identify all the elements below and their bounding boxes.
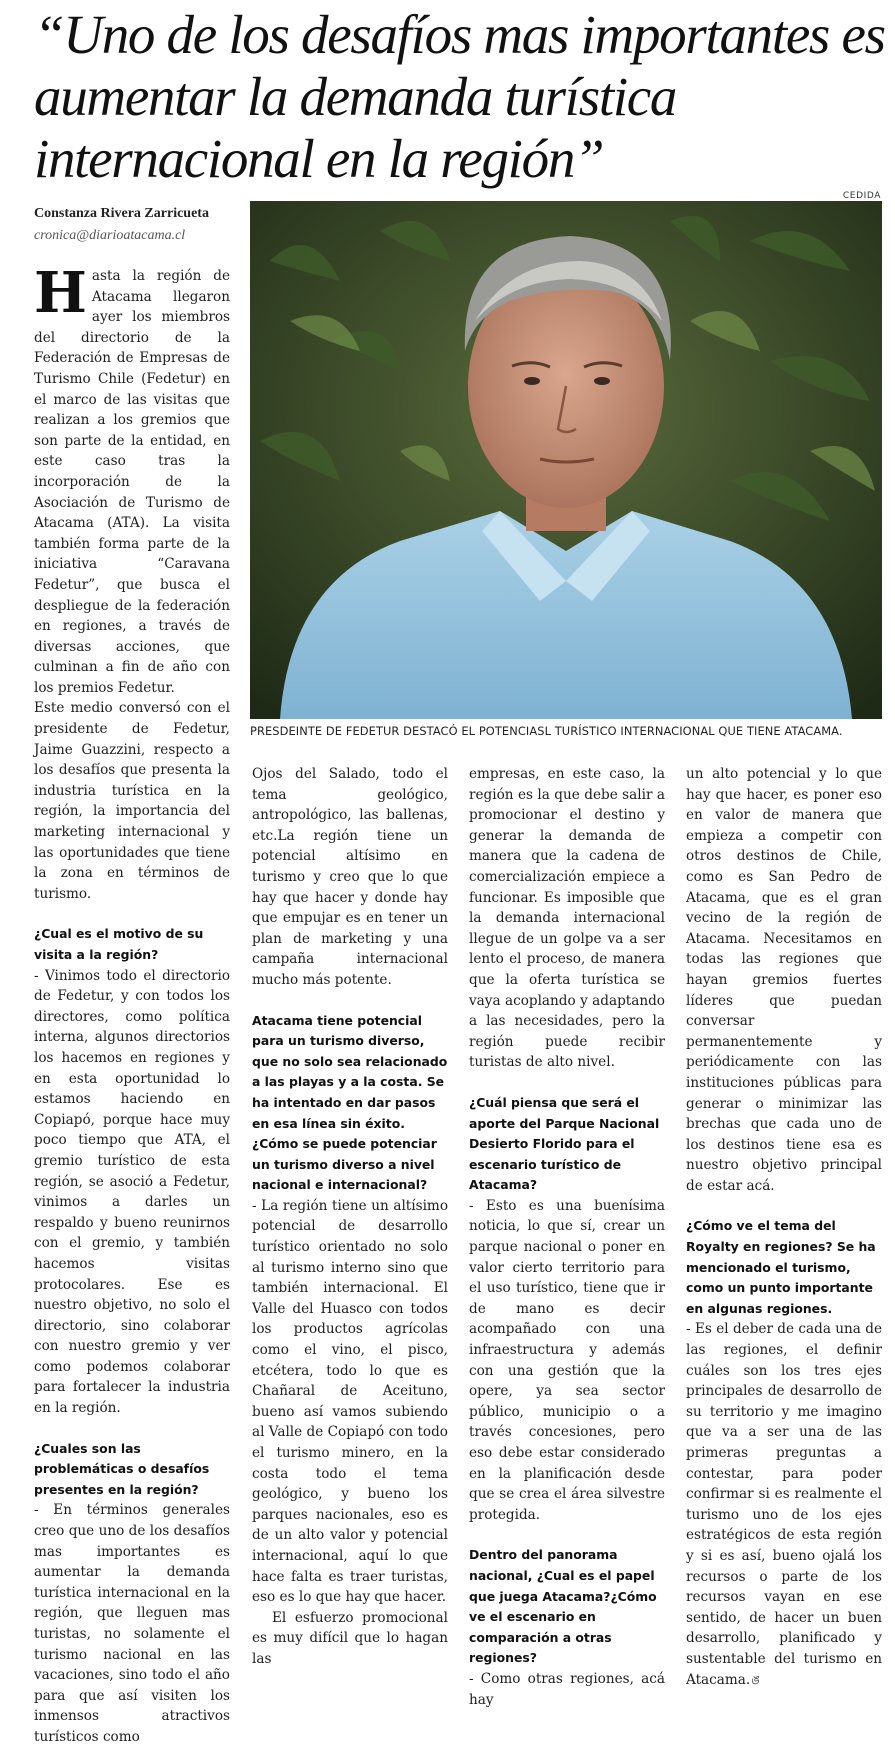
answer-paragraph: - Esto es una buenísima noticia, lo que sí, crear un parque nacional o poner en valor cierto territorio para el uso turístico, tiene que ir de mano es decir acompañado con una infraestructura y además con una gestión que la opere, ya sea sector público, municipio o a través concesiones, pero eso debe estar considerado en la planificación desde que se crea el área silvestre protegida.	[469, 1197, 665, 1523]
question-heading: ¿Cuales son las problemáticas o desafíos presentes en la región?	[34, 1440, 210, 1497]
paragraph: Este medio conversó con el presidente de Fedetur, Jaime Guazzini, respecto a los desafíos que presenta la industria turística en la región, la importancia del marketing internacional y las oportunidades que tiene la zona en términos de turismo.	[34, 700, 230, 902]
column-1	[34, 260, 230, 1748]
paragraph: empresas, en este caso, la región es la que debe salir a promocionar el destino y generar la demanda de manera que la cadena de comercialización empiece a funcionar. Es imposible que la demanda internacional llegue de un golpe va a ser lento el proceso, de manera que la oferta turística se vaya acoplando y adaptando a las necesidades, pero la región puede recibir turistas de alto nivel.	[469, 766, 665, 1071]
drop-cap: H	[34, 260, 87, 326]
photo-credit: CEDIDA	[842, 191, 881, 201]
question-heading: ¿Cómo ve el tema del Royalty en regiones? Se ha mencionado el turismo, como un punto importante en algunas regiones.	[686, 1218, 876, 1316]
portrait-photo	[250, 201, 882, 719]
portrait-illustration	[250, 201, 882, 719]
author-email[interactable]: cronica@diarioatacama.cl	[34, 228, 186, 243]
answer-text: - Es el deber de cada una de las regiones, el definir cuáles son los tres ejes principales de desarrollo de su territorio y me imagino que va a ser una de las primeras preguntas a contestar, para poder confirmar si es realmente el turismo uno de los ejes estratégicos de esta región y si es así, bueno ojalá los recursos o parte de los recursos vayan en ese sentido, de hacer un buen desarrollo, planificado y sustentable del turismo en Atacama.	[686, 1321, 882, 1688]
answer-paragraph: - La región tiene un altísimo potencial de desarrollo turístico orientado no solo al turismo interno sino que también internacional. El Valle del Huasco con todos los productos agrícolas como el vino, el pisco, etcétera, todo lo que es Chañaral de Aceituno, bueno así vamos subiendo al Valle de Copiapó con todo el turismo minero, en la costa todo el tema geológico, y bueno los parques nacionales, eso es de un alto valor y potencial internacional, aquí lo que hace falta es traer turistas, eso es lo que hay que hacer.	[252, 1197, 448, 1606]
answer-paragraph: - En términos generales creo que uno de los desafíos mas importantes es aumentar la demanda turística internacional en la región, que lleguen mas turistas, no solamente el turismo nacional en las vacaciones, sino todo el año para que así visiten los inmensos atractivos turísticos como	[34, 1502, 230, 1745]
answer-paragraph: - Como otras regiones, acá hay	[469, 1670, 665, 1708]
answer-paragraph	[686, 1319, 882, 1690]
question-heading: Atacama tiene potencial para un turismo diverso, que no solo sea relacionado a las playas y a la costa. Se ha intentado en dar pasos en esa línea sin éxito. ¿Cómo se puede potenciar un turismo diverso a nivel nacional e internacional?	[252, 1012, 448, 1193]
column-2	[252, 764, 448, 1670]
paragraph: Ojos del Salado, todo el tema geológico, antropológico, las ballenas, etc.La región tiene un potencial altísimo en turismo y creo que lo que hay que hacer y donde hay que empujar es en tener un plan de marketing y una campaña internacional mucho más potente.	[252, 766, 448, 988]
photo-caption: PRESDEINTE DE FEDETUR DESTACÓ EL POTENCIASL TURÍSTICO INTERNACIONAL QUE TIENE ATACAMA.	[250, 724, 843, 738]
question-heading: ¿Cuál piensa que será el aporte del Parque Nacional Desierto Florido para el escenario turístico de Atacama?	[469, 1094, 660, 1193]
column-4	[686, 764, 882, 1690]
paragraph: El esfuerzo promocional es muy difícil que lo hagan las	[252, 1609, 448, 1667]
question-heading: ¿Cual es el motivo de su visita a la región?	[34, 926, 204, 962]
column-3	[469, 764, 665, 1710]
paragraph: un alto potencial y lo que hay que hacer, es poner eso en valor de manera que empieza a competir con otros destinos de Chile, como es San Pedro de Atacama, que es el gran vecino de la región de Atacama. Necesitamos en todas las regiones que hayan gremios fuertes líderes que puedan conversar permanentemente y periódicamente con las instituciones públicas para generar o minimizar las brechas que cada uno de los destinos tiene esa es nuestro objetivo principal de estar acá.	[686, 766, 882, 1194]
end-mark-icon: ঙ	[750, 1672, 759, 1687]
author-name: Constanza Rivera Zarricueta	[34, 206, 209, 221]
lead-text: asta la región de Atacama llegaron ayer los miembros del directorio de la Federación de Empresas de Turismo Chile (Fedetur) en el marco de las visitas que realizan a los gremios que son parte de la entidad, en este caso tras la incorporación de la Asociación de Turismo de Atacama (ATA). La visita también forma parte de la iniciativa “Caravana Fedetur”, que busca el despliegue de la federación en regiones, a través de diversas acciones, que culminan a fin de año con los premios Fedetur.	[34, 268, 230, 696]
answer-paragraph: - Vinimos todo el directorio de Fedetur, y con todos los directores, como política interna, algunos directorios los hacemos en regiones y en esta oportunidad lo estamos haciendo en Copiapó, porque hace muy poco tiempo que ATA, el gremio turístico de esta región, se asoció a Fedetur, vinimos a darles un respaldo y bueno reunirnos con el gremio, y también hacemos visitas protocolares. Ese es nuestro objetivo, no solo el directorio, sino colaborar con nuestro gremio y ver como podemos colaborar para fortalecer la industria en la región.	[34, 967, 230, 1417]
headline: “Uno de los desafíos mas importantes es aumentar la demanda turística internacional en la región”	[34, 4, 885, 189]
question-heading: Dentro del panorama nacional, ¿Cual es el papel que juega Atacama?¿Cómo ve el escenario en comparación a otras regiones?	[469, 1547, 657, 1666]
lead-paragraph	[34, 260, 230, 698]
